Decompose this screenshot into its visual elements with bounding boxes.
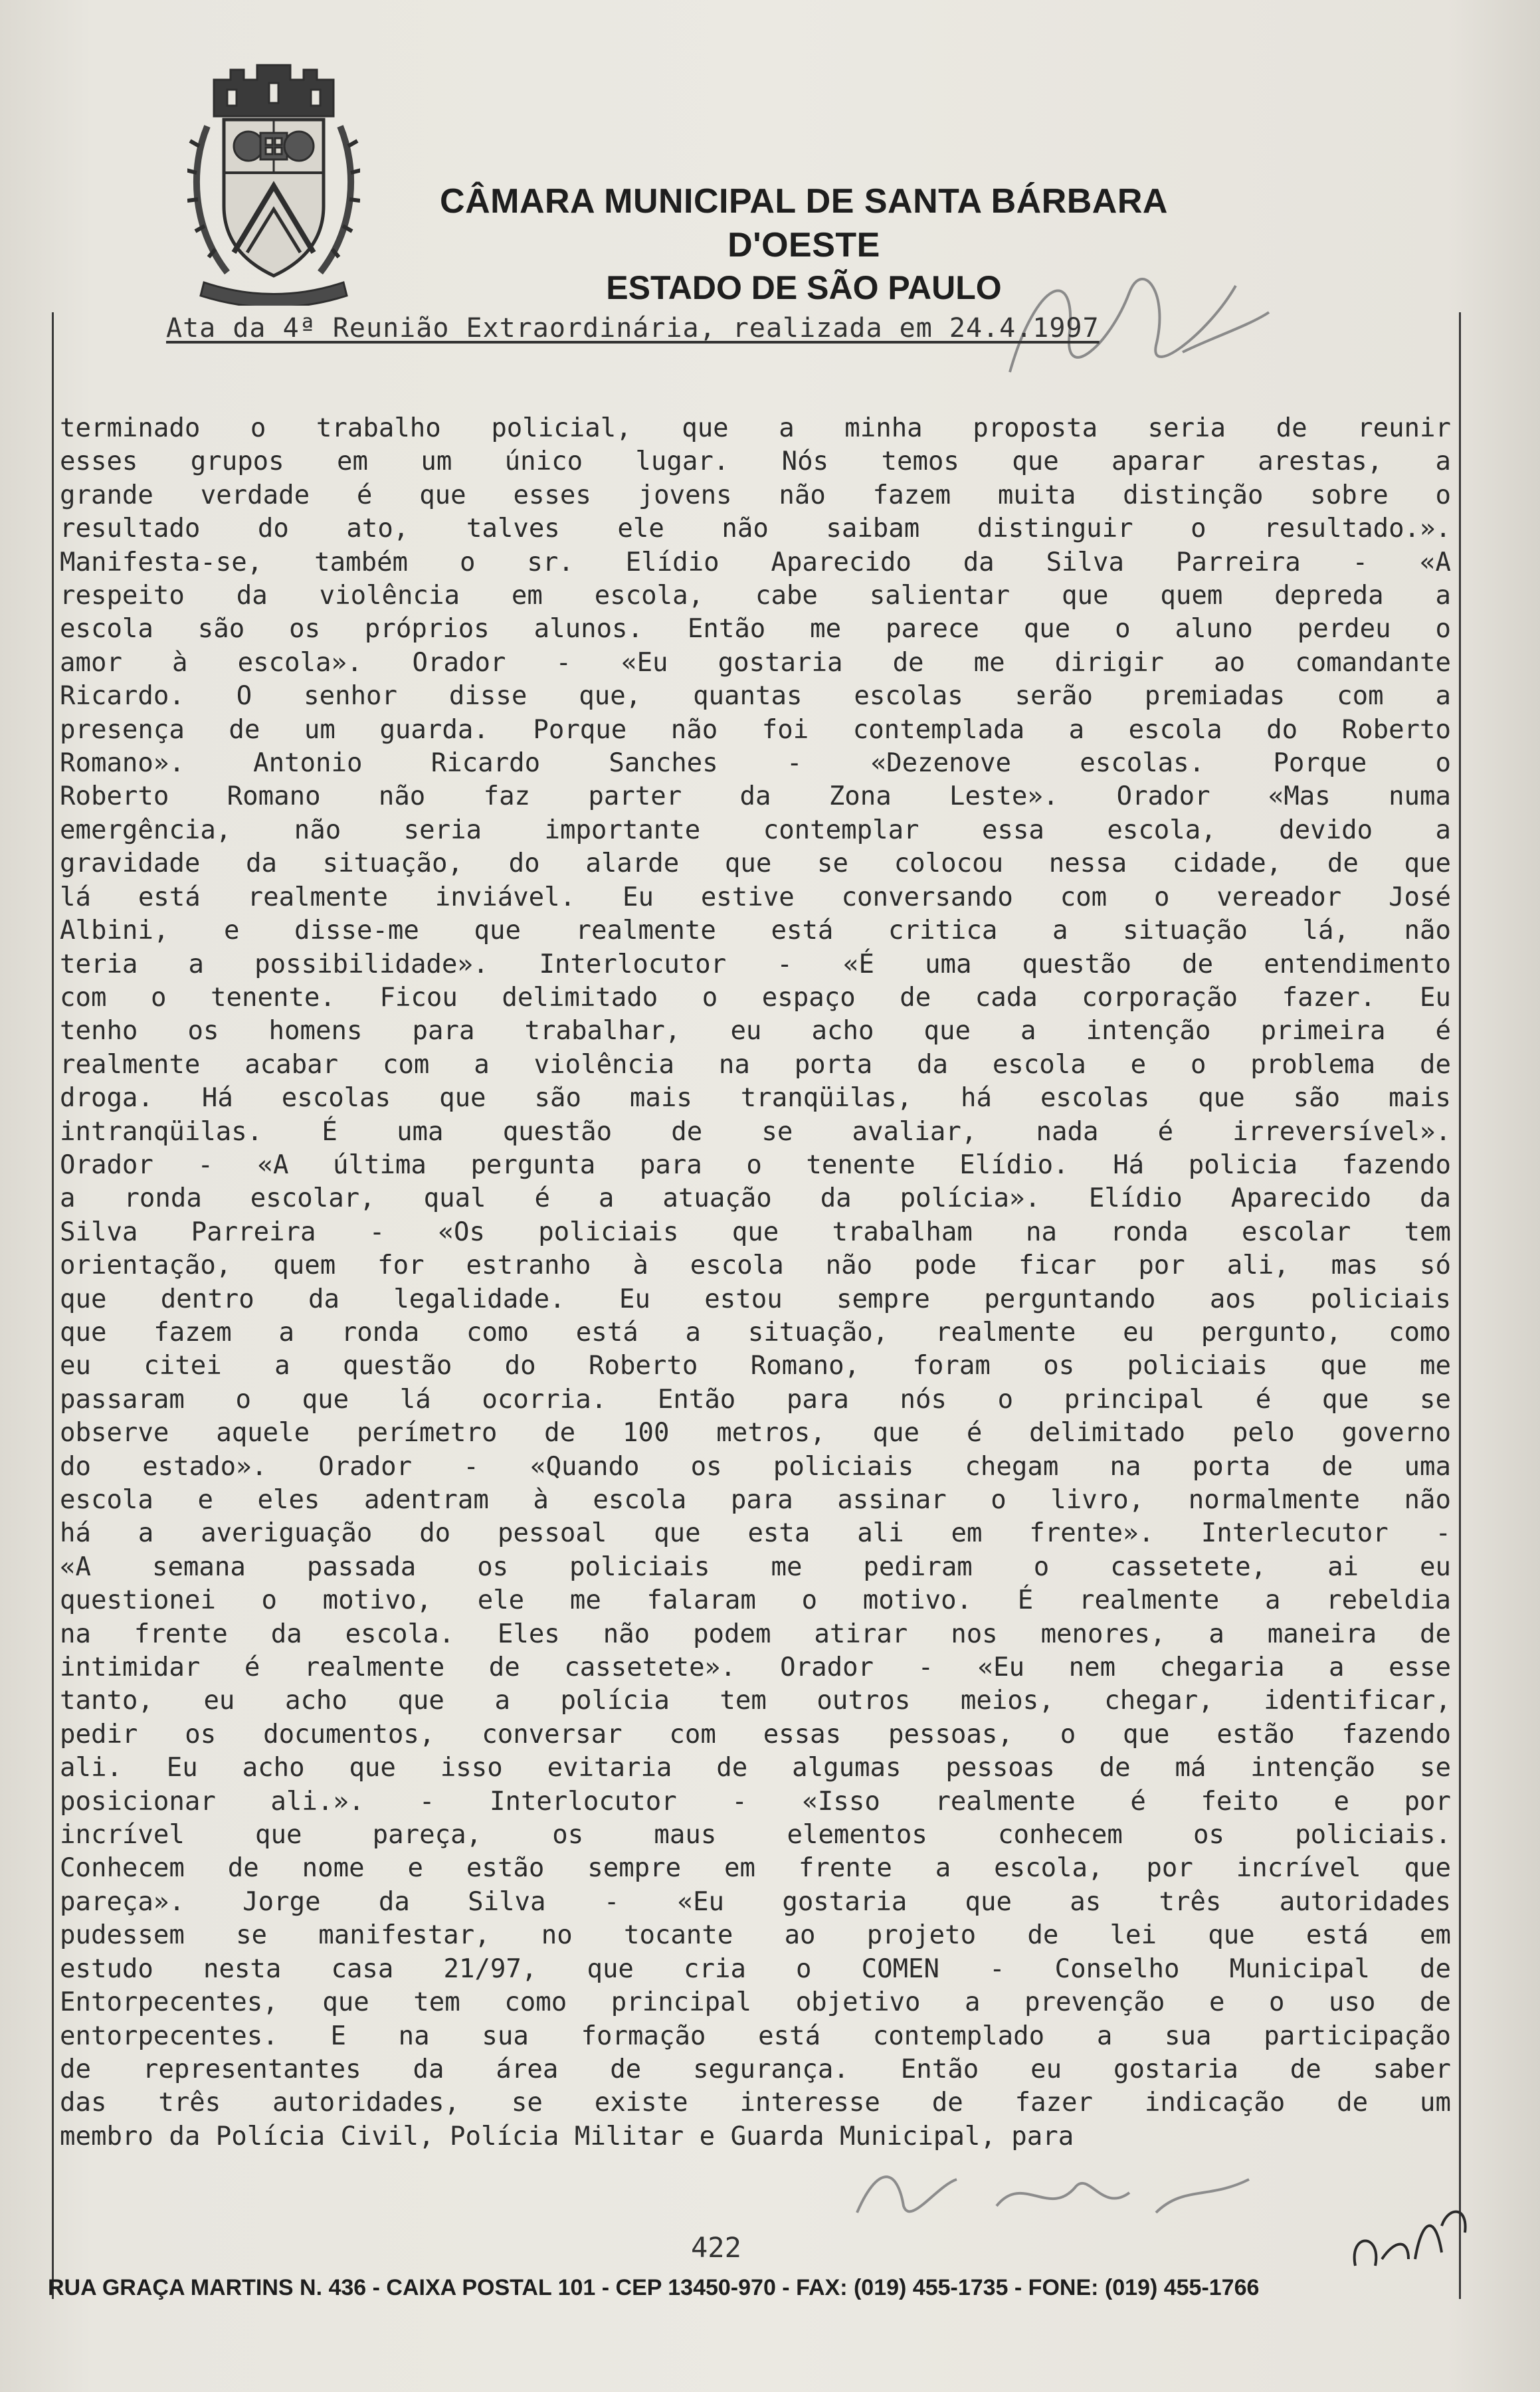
text-line: Conhecem de nome e estão sempre em frente a escola, por incrível que	[60, 1853, 1451, 1884]
text-line: a ronda escolar, qual é a atuação da polícia». Elídio Aparecido da	[60, 1183, 1451, 1214]
text-line: Silva Parreira - «Os policiais que trabalham na ronda escolar tem	[60, 1217, 1451, 1247]
text-line: do estado». Orador - «Quando os policiais chegam na porta de uma	[60, 1451, 1451, 1482]
text-line: Entorpecentes, que tem como principal objetivo a prevenção e o uso de	[60, 1987, 1451, 2018]
text-line: Manifesta-se, também o sr. Elídio Aparecido da Silva Parreira - «A	[60, 547, 1451, 577]
text-line: que dentro da legalidade. Eu estou sempre perguntando aos policiais	[60, 1284, 1451, 1314]
text-line: na frente da escola. Eles não podem atirar nos menores, a maneira de	[60, 1619, 1451, 1649]
text-line: eu citei a questão do Roberto Romano, foram os policiais que me	[60, 1351, 1451, 1381]
signature-mark-icon	[850, 2159, 1262, 2233]
state-name: ESTADO DE SÃO PAULO	[606, 269, 1002, 306]
text-line: incrível que pareça, os maus elementos conhecem os policiais.	[60, 1820, 1451, 1850]
text-line: terminado o trabalho policial, que a minha proposta seria de reunir	[60, 413, 1451, 443]
text-line: passaram o que lá ocorria. Então para nós o principal é que se	[60, 1384, 1451, 1415]
text-line: escola e eles adentram à escola para assinar o livro, normalmente não	[60, 1485, 1451, 1515]
text-line: pareça». Jorge da Silva - «Eu gostaria que as três autoridades	[60, 1886, 1451, 1917]
initials-mark-icon	[1342, 2193, 1475, 2286]
text-line: «A semana passada os policiais me pediram o cassetete, ai eu	[60, 1551, 1451, 1582]
text-line: Albini, e disse-me que realmente está critica a situação lá, não	[60, 916, 1451, 946]
minutes-body	[60, 412, 1451, 2153]
text-line: droga. Há escolas que são mais tranqüilas, há escolas que são mais	[60, 1083, 1451, 1114]
text-line: teria a possibilidade». Interlocutor - «É uma questão de entendimento	[60, 949, 1451, 979]
text-line: orientação, quem for estranho à escola não pode ficar por ali, mas só	[60, 1250, 1451, 1281]
text-line: de representantes da área de segurança. Então eu gostaria de saber	[60, 2054, 1451, 2084]
text-line: escola são os próprios alunos. Então me parece que o aluno perdeu o	[60, 614, 1451, 645]
text-line: lá está realmente inviável. Eu estive conversando com o vereador José	[60, 882, 1451, 912]
left-margin-rule	[52, 312, 54, 2299]
text-line: observe aquele perímetro de 100 metros, que é delimitado pelo governo	[60, 1418, 1451, 1448]
text-line: presença de um guarda. Porque não foi contemplada a escola do Roberto	[60, 714, 1451, 745]
text-line: ali. Eu acho que isso evitaria de algumas pessoas de má intenção se	[60, 1753, 1451, 1783]
text-line: tanto, eu acho que a polícia tem outros meios, chegar, identificar,	[60, 1686, 1451, 1716]
text-line: intimidar é realmente de cassetete». Orador - «Eu nem chegaria a esse	[60, 1652, 1451, 1683]
institution-name: CÂMARA MUNICIPAL DE SANTA BÁRBARA D'OESTE	[440, 182, 1168, 264]
text-line: gravidade da situação, do alarde que se colocou nessa cidade, de que	[60, 848, 1451, 879]
text-line: respeito da violência em escola, cabe salientar que quem depreda a	[60, 581, 1451, 611]
text-line: tenho os homens para trabalhar, eu acho que a intenção primeira é	[60, 1016, 1451, 1046]
text-line: posicionar ali.». - Interlocutor - «Isso realmente é feito e por	[60, 1786, 1451, 1817]
text-line: há a averiguação do pessoal que esta ali em frente». Interlecutor -	[60, 1518, 1451, 1549]
right-margin-rule	[1459, 312, 1461, 2299]
text-line: das três autoridades, se existe interesse de fazer indicação de um	[60, 2088, 1451, 2118]
text-line: com o tenente. Ficou delimitado o espaço de cada corporação fazer. Eu	[60, 982, 1451, 1013]
text-line: grande verdade é que esses jovens não fazem muita distinção sobre o	[60, 480, 1451, 510]
text-line: Orador - «A última pergunta para o tenente Elídio. Há policia fazendo	[60, 1149, 1451, 1180]
text-line: Romano». Antonio Ricardo Sanches - «Dezenove escolas. Porque o	[60, 748, 1451, 779]
text-line: amor à escola». Orador - «Eu gostaria de me dirigir ao comandante	[60, 647, 1451, 678]
text-line: membro da Polícia Civil, Polícia Militar e Guarda Municipal, para	[60, 2121, 1074, 2151]
text-line: resultado do ato, talves ele não saibam distinguir o resultado.».	[60, 514, 1451, 544]
letterhead-footer: RUA GRAÇA MARTINS N. 436 - CAIXA POSTAL 101 - CEP 13450-970 - FAX: (019) 455-1735 - FONE: (019) 455-1766	[48, 2275, 1260, 2300]
text-line: Ricardo. O senhor disse que, quantas escolas serão premiadas com a	[60, 681, 1451, 712]
text-line: estudo nesta casa 21/97, que cria o COMEN - Conselho Municipal de	[60, 1953, 1451, 1984]
minutes-title: Ata da 4ª Reunião Extraordinária, realizada em 24.4.1997	[166, 313, 1100, 344]
text-line: Roberto Romano não faz parter da Zona Leste». Orador «Mas numa	[60, 781, 1451, 812]
page-number: 422	[691, 2231, 741, 2264]
text-line: pudessem se manifestar, no tocante ao projeto de lei que está em	[60, 1920, 1451, 1951]
text-line: entorpecentes. E na sua formação está contemplado a sua participação	[60, 2021, 1451, 2051]
text-line: que fazem a ronda como está a situação, realmente eu pergunto, como	[60, 1317, 1451, 1347]
text-line: intranqüilas. É uma questão de se avaliar, nada é irreversível».	[60, 1116, 1451, 1147]
text-line: realmente acabar com a violência na porta da escola e o problema de	[60, 1049, 1451, 1080]
text-line: emergência, não seria importante contemplar essa escola, devido a	[60, 815, 1451, 845]
municipal-coat-of-arms-icon	[187, 53, 360, 306]
text-line: questionei o motivo, ele me falaram o motivo. É realmente a rebeldia	[60, 1585, 1451, 1616]
text-line: pedir os documentos, conversar com essas pessoas, o que estão fazendo	[60, 1719, 1451, 1749]
text-line: esses grupos em um único lugar. Nós temos que aparar arestas, a	[60, 447, 1451, 477]
